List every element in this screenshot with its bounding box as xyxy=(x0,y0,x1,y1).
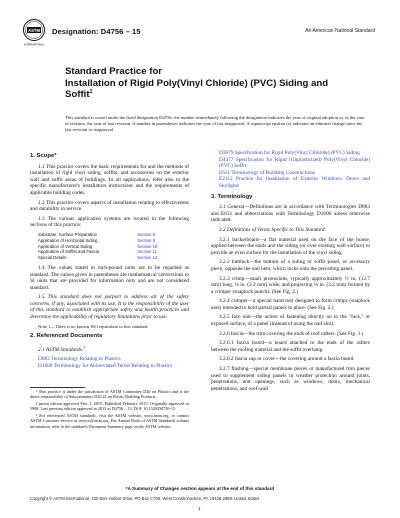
section-3-heading: 3. Terminology xyxy=(211,193,253,200)
section-link[interactable]: Section 10 xyxy=(137,243,158,249)
reference-title: Terminology Relating to Plastics xyxy=(51,356,121,363)
reference-link[interactable] xyxy=(211,176,370,189)
title-footnote-mark: 1 xyxy=(89,88,93,95)
section-2-heading: 2. Referenced Documents xyxy=(30,333,103,340)
title-line-3 xyxy=(65,89,355,101)
left-column xyxy=(30,150,189,369)
paragraph-3-2-7: 3.2.7 flashing—special membrane pieces or manufactured trim pieces used to supplement siding panels in weather protection around joints, penetrations, and openings, such as windows, doors, mechanical penetrations, and roof-wall xyxy=(211,366,370,392)
designation: Designation: D4756 – 15 xyxy=(52,27,141,36)
reference-title: Practice for Installation of Exterior Windows, Doors and Skylights xyxy=(219,176,370,189)
copyright-line: Copyright © ASTM International, 100 Barr Harbor Drive, PO Box C700, West Conshohocken, PA 19428-2959. United States xyxy=(30,496,260,501)
paragraph-1-4: 1.4 The values stated in inch-pound units are to be regarded as standard. The values given in parentheses are mathematical conversions to SI units that are provided for information only and are not considered standard. xyxy=(30,264,189,291)
astm-standards-label: 2.1 ASTM Standards: xyxy=(38,346,84,353)
svg-text:INTERNATIONAL: INTERNATIONAL xyxy=(23,43,45,47)
footnote-mark-2: 2 xyxy=(83,344,86,349)
paragraph-3-2-4: 3.2.4 crimper—a special hand tool designed to form crimps (snaplock ears) intended to hold partial panels in place. (See Fig. 2.) xyxy=(211,298,370,311)
section-link[interactable]: Section 8 xyxy=(137,231,155,237)
paragraph-3-2-6-2: 3.2.6.2 fascia cap or cover—the covering around a fascia board. xyxy=(219,356,355,363)
reference-link[interactable] xyxy=(211,150,370,157)
reference-code: D3679 xyxy=(219,150,234,156)
reference-code: D883 xyxy=(38,356,50,363)
paragraph-3-2-2: 3.2.2 buttlock—the bottom of a siding or soffit panel, or accessory piece, opposite the nail hem, which locks onto the preceding panel. xyxy=(211,259,370,272)
page-number: 1 xyxy=(198,506,201,511)
footnote-divider xyxy=(30,387,85,388)
section-name: Application of Vertical Siding xyxy=(38,243,93,249)
section-link[interactable]: Section 11 xyxy=(137,249,158,255)
section-name: Special Details xyxy=(38,255,67,261)
reference-code: D4477 xyxy=(219,156,234,163)
reference-title: Specification for Rigid Poly(Vinyl Chloride) (PVC) Siding xyxy=(234,150,360,156)
paragraph-1-2: 1.2 This practice covers aspects of installation relating to effectiveness and durability in service. xyxy=(30,199,189,213)
reference-link[interactable] xyxy=(211,157,370,170)
reference-code: E631 xyxy=(219,169,231,176)
intro-paragraph: This standard is issued under the fixed designation D4756; the number immediately following the designation indicates the year of original adoption or, in the case of revision, the year of last revision. A number in parentheses indicates the year of last reapproval. A superscript epsilon (ε) indicates an editorial change since the last revision or reapproval. xyxy=(65,115,365,132)
paragraph-3-2-1: 3.2.1 backerboard—a flat material used on the face of the house, applied between the studs and the siding (or over existing wall surface) to provide an even surface for the installation of the vinyl siding. xyxy=(211,236,370,256)
section-name: Substrate, Surface Preparation xyxy=(38,231,97,237)
astm-logo-icon xyxy=(22,18,46,48)
paragraph-3-2-5: 3.2.5 face nail—the action of fastening directly on to the "face," or exposed surface, of a panel (instead of using the nail slot). xyxy=(211,314,370,328)
paragraph-1-3: 1.3 The various application systems are located in the following sections of this practice: xyxy=(30,215,189,229)
paragraph-1-1: 1.1 This practice covers the basic requirements for and the methods of installation of rigid vinyl siding, soffits, and accessories on the exterior wall and soffit areas of buildings. In all applications, refer also to the specific manufacturer's installation instructions and the requirements of applicable building codes. xyxy=(30,163,189,196)
paragraph-1-5: 1.5 This standard does not purport to address all of the safety concerns, if any, associated with its use. It is the responsibility of the user of this standard to establish appropriate safety and health practices and determine the applicability of regulatory limitations prior to use. xyxy=(30,294,189,321)
title-line-3-text: Soffit xyxy=(65,89,90,100)
section-link[interactable]: Section 12 xyxy=(137,255,158,261)
national-standard-label: An American National Standard xyxy=(305,28,375,34)
footnote-1: ¹ This practice is under the jurisdiction of ASTM Committee D20 on Plastics and is the direct responsibility of Subcommittee D20.24 on Plastic Building Products. xyxy=(30,389,189,400)
section-1-heading: 1. Scope* xyxy=(30,153,57,159)
footnote-1-edition: Current edition approved Feb. 1, 2015. Published February 2015. Originally approved in 1988. Last previous edition approved in 2013 as D4756 – 13. DOI: 10.1520/D4756-15. xyxy=(30,401,189,412)
paragraph-3-2-6-1: 3.2.6.1 fascia board—a board attached to the ends of the rafters between the roofing material and the soffit overhang. xyxy=(211,340,370,353)
section-name: Application of Soffits and Fascia xyxy=(38,249,100,255)
svg-text:ASTM: ASTM xyxy=(28,27,40,33)
paragraph-3-2-6: 3.2.6 fascia—the trim covering the ends of roof rafters. (See Fig. 1.) xyxy=(219,330,364,337)
reference-code: E2112 xyxy=(219,176,233,183)
right-column xyxy=(211,150,370,395)
paragraph-3-2-3: 3.2.3 crimp—small protrusions, typically approximately ½ in. (12.7 mm) long, ⅛ in. (3.2 mm) wide, and projecting ⅛ in. (3.2 mm) formed by a crimper (snaplock punch). (See Fig. 2.) xyxy=(211,275,370,295)
section-link[interactable]: Section 9 xyxy=(137,237,155,243)
reference-title: Terminology of Building Constructions xyxy=(231,169,316,176)
reference-title: Terminology for Abbreviated Terms Relating to Plastics xyxy=(53,362,173,369)
sections-table xyxy=(38,232,157,261)
title-line-1: Standard Practice for xyxy=(65,66,163,77)
reference-code: D1600 xyxy=(38,362,53,369)
table-row xyxy=(38,255,157,261)
reference-link[interactable] xyxy=(30,356,189,363)
paragraph-3-1: 3.1 General—Definitions are in accordance with Terminologies D883 and E631 and abbreviations with Terminology D1600 unless otherwise indicated. xyxy=(211,204,370,224)
paragraph-2-1 xyxy=(30,344,189,353)
note-1: Note 1—There is no known ISO equivalent to this standard. xyxy=(38,323,149,329)
section-name: Application of Horizontal Siding xyxy=(38,237,98,243)
page-title xyxy=(65,66,355,101)
paragraph-3-2: 3.2 Definitions of Terms Specific to This Standard: xyxy=(219,226,327,233)
summary-of-changes-note: *A Summary of Changes section appears at the end of this standard xyxy=(125,486,275,491)
footnote-2: ² For referenced ASTM standards, visit the ASTM website, www.astm.org, or contact ASTM Customer Service at service@astm.org. For Annual Book of ASTM Standards volume information, refer to the standard's Document Summary page on the ASTM website. xyxy=(30,413,189,429)
reference-title: Specification for Rigid (Unplasticized) Poly(Vinyl Chloride) (PVC) Soffit xyxy=(219,156,370,170)
reference-link[interactable] xyxy=(30,363,189,370)
footnotes xyxy=(30,389,189,431)
title-line-2: Installation of Rigid Poly(Vinyl Chloride) (PVC) Siding and xyxy=(65,77,329,89)
